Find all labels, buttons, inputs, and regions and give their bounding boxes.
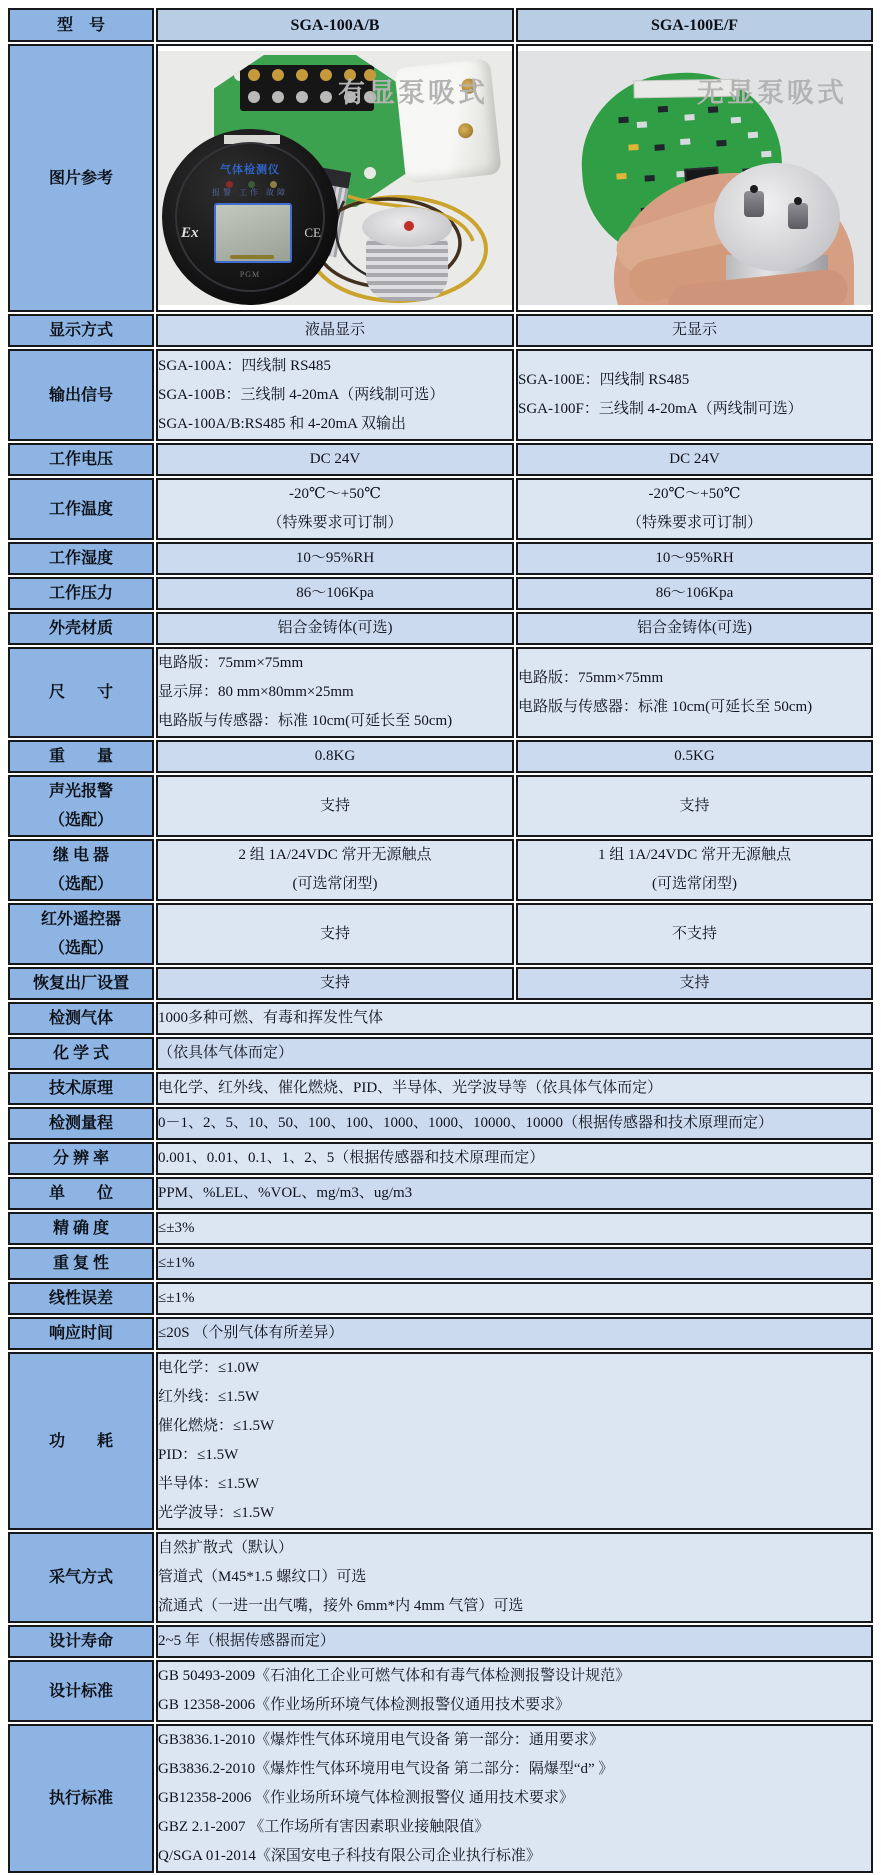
value-response-time: ≤20S （个别气体有所差异） [156, 1317, 873, 1350]
value-sampling-method: 自然扩散式（默认） 管道式（M45*1.5 螺纹口）可选 流通式（一进一出气嘴，接外 6mm*内 4mm 气管）可选 [156, 1532, 873, 1623]
value-linearity-error: ≤±1% [156, 1282, 873, 1315]
watermark-pumped-no-display: 无显泵吸式 [697, 78, 847, 108]
value-alarm-b: 支持 [516, 775, 873, 837]
value-temperature-b: -20℃～+50℃ （特殊要求可订制） [516, 478, 873, 540]
value-dimensions-b: 电路版：75mm×75mm 电路版与传感器：标准 10cm(可延长至 50cm) [516, 647, 873, 738]
value-repeatability: ≤±1% [156, 1247, 873, 1280]
label-output-signal: 输出信号 [8, 349, 154, 441]
label-working-humidity: 工作湿度 [8, 542, 154, 575]
label-detection-range: 检测量程 [8, 1107, 154, 1140]
ce-mark: CE [304, 225, 321, 240]
value-housing-b: 铝合金铸体(可选) [516, 612, 873, 645]
header-model-label [8, 8, 154, 42]
detector-unit [162, 129, 338, 305]
led-labels-text: 报警 工作 故障 [212, 188, 288, 197]
value-display-b: 无显示 [516, 314, 873, 347]
row-technical-principle [8, 1072, 873, 1105]
row-audible-visual-alarm [8, 775, 873, 837]
value-alarm-a: 支持 [156, 775, 514, 837]
label-housing-material: 外壳材质 [8, 612, 154, 645]
row-dimensions [8, 647, 873, 738]
value-chemical-formula: （依具体气体而定） [156, 1037, 873, 1070]
value-relay-b: 1 组 1A/24VDC 常开无源触点 (可选常闭型) [516, 839, 873, 901]
label-resolution: 分 辨 率 [8, 1142, 154, 1175]
label-dimensions: 尺 寸 [8, 647, 154, 738]
label-working-pressure: 工作压力 [8, 577, 154, 610]
value-detected-gas: 1000多种可燃、有毒和挥发性气体 [156, 1002, 873, 1035]
value-pressure-a: 86～106Kpa [156, 577, 514, 610]
value-technical-principle: 电化学、红外线、催化燃烧、PID、半导体、光学波导等（依具体气体而定） [156, 1072, 873, 1105]
watermark-pumped-with-display: 有显泵吸式 [338, 78, 488, 108]
label-detected-gas: 检测气体 [8, 1002, 154, 1035]
label-factory-reset: 恢复出厂设置 [8, 967, 154, 1000]
row-unit [8, 1177, 873, 1210]
row-power-consumption [8, 1352, 873, 1530]
product-image-cell-a [156, 44, 514, 312]
product-photo-sga100ef [518, 51, 871, 305]
label-ir-remote: 红外遥控器 （选配） [8, 903, 154, 965]
row-detected-gas [8, 1002, 873, 1035]
value-power-consumption: 电化学：≤1.0W 红外线：≤1.5W 催化燃烧：≤1.5W PID：≤1.5W 半导体：≤1.5W 光学波导：≤1.5W [156, 1352, 873, 1530]
value-remote-b: 不支持 [516, 903, 873, 965]
product-image-cell-b [516, 44, 873, 312]
row-detection-range [8, 1107, 873, 1140]
pgm-button-label: PGM [239, 270, 261, 279]
row-linearity-error [8, 1282, 873, 1315]
label-working-temperature: 工作温度 [8, 478, 154, 540]
row-chemical-formula [8, 1037, 873, 1070]
label-accuracy: 精 确 度 [8, 1212, 154, 1245]
row-output-signal [8, 349, 873, 441]
row-relay [8, 839, 873, 901]
row-weight [8, 740, 873, 773]
label-linearity-error: 线性误差 [8, 1282, 154, 1315]
brass-nozzle [457, 122, 473, 138]
row-accuracy [8, 1212, 873, 1245]
label-technical-principle: 技术原理 [8, 1072, 154, 1105]
label-repeatability: 重 复 性 [8, 1247, 154, 1280]
value-weight-a: 0.8KG [156, 740, 514, 773]
label-unit: 单 位 [8, 1177, 154, 1210]
value-pressure-b: 86～106Kpa [516, 577, 873, 610]
gas-sensor-cylinder [362, 207, 452, 305]
value-design-standard: GB 50493-2009《石油化工企业可燃气体和有毒气体检测报警设计规范》 GB 12358-2006《作业场所环境气体检测报警仪通用技术要求》 [156, 1660, 873, 1722]
label-sampling-method: 采气方式 [8, 1532, 154, 1623]
value-display-a: 液晶显示 [156, 314, 514, 347]
value-design-lifespan: 2~5 年（根据传感器而定） [156, 1625, 873, 1658]
value-humidity-a: 10～95%RH [156, 542, 514, 575]
sensor-red-dot [402, 219, 416, 233]
value-housing-a: 铝合金铸体(可选) [156, 612, 514, 645]
value-detection-range: 0－1、2、5、10、50、100、100、1000、1000、10000、10000（根据传感器和技术原理而定） [156, 1107, 873, 1140]
value-dimensions-a: 电路版：75mm×75mm 显示屏：80 mm×80mm×25mm 电路版与传感器：标准 10cm(可延长至 50cm) [156, 647, 514, 738]
label-power-consumption: 功 耗 [8, 1352, 154, 1530]
model-label-text: 型 号 [56, 16, 105, 34]
model-b-text: SGA-100E/F [650, 16, 739, 34]
metal-nozzle [788, 203, 808, 229]
value-resolution: 0.001、0.01、0.1、1、2、5（根据传感器和技术原理而定） [156, 1142, 873, 1175]
value-unit: PPM、%LEL、%VOL、mg/m3、ug/m3 [156, 1177, 873, 1210]
value-relay-a: 2 组 1A/24VDC 常开无源触点 (可选常闭型) [156, 839, 514, 901]
row-design-lifespan [8, 1625, 873, 1658]
label-working-voltage: 工作电压 [8, 443, 154, 476]
value-humidity-b: 10～95%RH [516, 542, 873, 575]
ex-mark: Ex [181, 225, 199, 241]
image-row [8, 44, 873, 312]
label-response-time: 响应时间 [8, 1317, 154, 1350]
label-weight: 重 量 [8, 740, 154, 773]
header-model-a [156, 8, 514, 42]
value-output-b: SGA-100E：四线制 RS485 SGA-100F：三线制 4-20mA（两线制可选） [516, 349, 873, 441]
label-display-mode: 显示方式 [8, 314, 154, 347]
value-voltage-a: DC 24V [156, 443, 514, 476]
label-chemical-formula: 化 学 式 [8, 1037, 154, 1070]
metal-nozzle [744, 191, 764, 217]
lcd-screen [214, 203, 292, 263]
label-executive-standard: 执行标准 [8, 1724, 154, 1873]
value-reset-b: 支持 [516, 967, 873, 1000]
header-row [8, 8, 873, 42]
product-photo-sga100ab [158, 51, 512, 305]
row-response-time [8, 1317, 873, 1350]
row-working-pressure [8, 577, 873, 610]
value-weight-b: 0.5KG [516, 740, 873, 773]
row-housing-material [8, 612, 873, 645]
spec-table [6, 6, 875, 1875]
value-temperature-a: -20℃～+50℃ （特殊要求可订制） [156, 478, 514, 540]
value-executive-standard: GB3836.1-2010《爆炸性气体环境用电气设备 第一部分：通用要求》 GB3836.2-2010《爆炸性气体环境用电气设备 第二部分：隔爆型“d” 》 GB12358-2006 《作业场所环境气体检测报警仪 通用技术要求》 GBZ 2.1-2007 《工作场所有害因素职业接触限值》 Q/SGA 01-2014《深国安电子科技有限公司企业执行标准》 [156, 1724, 873, 1873]
row-working-temperature [8, 478, 873, 540]
row-ir-remote [8, 903, 873, 965]
label-design-lifespan: 设计寿命 [8, 1625, 154, 1658]
row-sampling-method [8, 1532, 873, 1623]
brand-mark [230, 255, 274, 259]
label-image-reference: 图片参考 [8, 44, 154, 312]
row-working-voltage [8, 443, 873, 476]
model-a-text: SGA-100A/B [290, 16, 380, 34]
label-audible-visual-alarm: 声光报警 （选配） [8, 775, 154, 837]
row-repeatability [8, 1247, 873, 1280]
row-factory-reset [8, 967, 873, 1000]
row-resolution [8, 1142, 873, 1175]
header-model-b [516, 8, 873, 42]
row-executive-standard [8, 1724, 873, 1873]
row-design-standard [8, 1660, 873, 1722]
label-relay: 继 电 器 （选配） [8, 839, 154, 901]
label-design-standard: 设计标准 [8, 1660, 154, 1722]
row-display-mode [8, 314, 873, 347]
value-output-a: SGA-100A：四线制 RS485 SGA-100B：三线制 4-20mA（两线制可选） SGA-100A/B:RS485 和 4-20mA 双输出 [156, 349, 514, 441]
value-accuracy: ≤±3% [156, 1212, 873, 1245]
value-reset-a: 支持 [156, 967, 514, 1000]
row-working-humidity [8, 542, 873, 575]
value-remote-a: 支持 [156, 903, 514, 965]
detector-title-text: 气体检测仪 [220, 164, 280, 176]
value-voltage-b: DC 24V [516, 443, 873, 476]
